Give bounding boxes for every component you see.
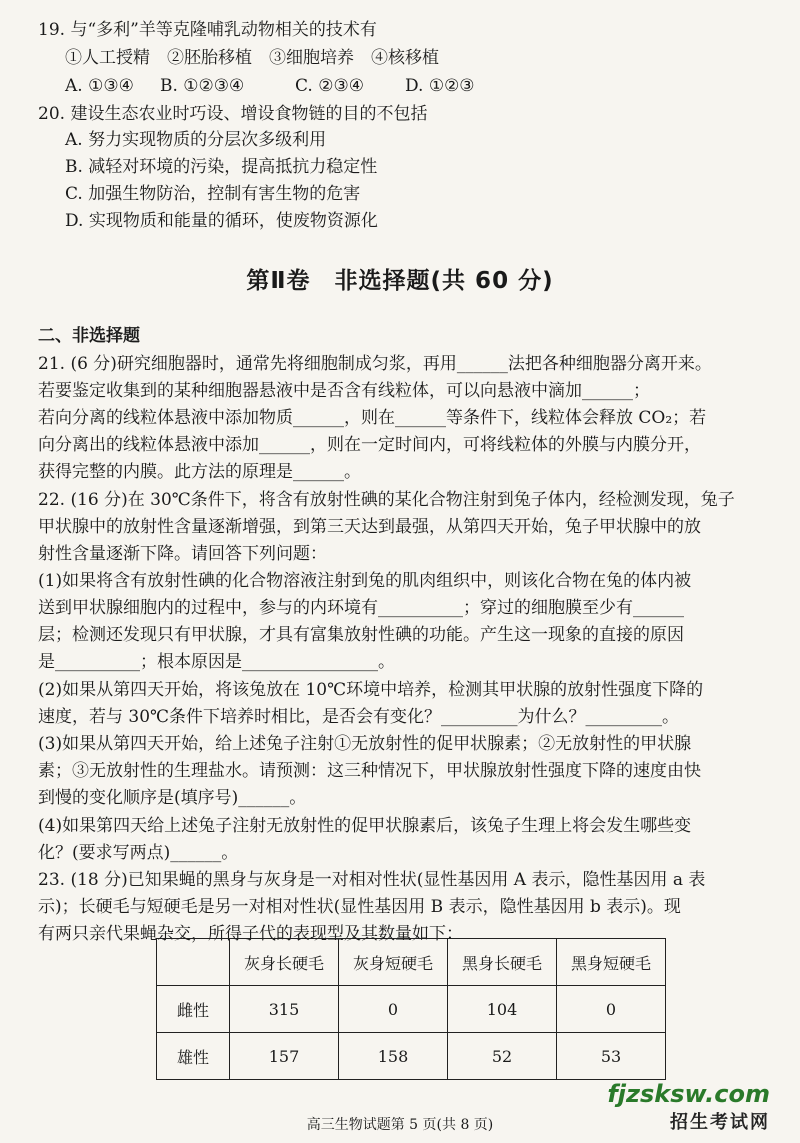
q21-line-4: 向分离出的线粒体悬液中添加______，则在一定时间内，可将线粒体的外膜与内膜分开，: [38, 435, 701, 455]
table-header-cell: 灰身长硬毛: [230, 939, 339, 986]
q22-line-2: 甲状腺中的放射性含量逐渐增强，到第三天达到最强，从第四天开始，兔子甲状腺中的放: [38, 517, 701, 537]
table-cell: 315: [230, 986, 339, 1033]
page-footer: 高三生物试题第 5 页(共 8 页): [306, 1117, 494, 1133]
table-header-cell: 黑身短硬毛: [557, 939, 666, 986]
q22-line-9: 速度，若与 30℃条件下培养时相比，是否会有变化？_________为什么？_________。: [38, 707, 680, 727]
q21-line-1: 21. (6 分)研究细胞器时，通常先将细胞制成匀浆，再用______法把各种细胞器分离开来。: [38, 354, 712, 374]
q22-line-12: 到慢的变化顺序是(填序号)______。: [38, 788, 307, 808]
q23-line-2: 示)；长硬毛与短硬毛是另一对相对性状(显性基因用 B 表示，隐性基因用 b 表示)。现: [38, 897, 681, 917]
table-cell: 104: [448, 986, 557, 1033]
q22-line-6: 层；检测还发现只有甲状腺，才具有富集放射性碘的功能。产生这一现象的直接的原因: [38, 625, 684, 645]
table-cell: 53: [557, 1033, 666, 1080]
q22-line-11: 素；③无放射性的生理盐水。请预测：这三种情况下，甲状腺放射性强度下降的速度由快: [38, 761, 701, 781]
table-header-cell: 黑身长硬毛: [448, 939, 557, 986]
q20-option-a: A. 努力实现物质的分层次多级利用: [65, 130, 327, 150]
table-cell: 雌性: [157, 986, 230, 1033]
q19-stem: 19. 与“多利”羊等克隆哺乳动物相关的技术有: [38, 20, 377, 40]
table-cell: 0: [557, 986, 666, 1033]
offspring-table: [156, 938, 666, 1080]
q20-option-b: B. 减轻对环境的污染，提高抵抗力稳定性: [65, 157, 378, 177]
q19-items: ①人工授精 ②胚胎移植 ③细胞培养 ④核移植: [65, 48, 439, 68]
q21-line-5: 获得完整的内膜。此方法的原理是______。: [38, 462, 361, 482]
q22-line-10: (3)如果从第四天开始，给上述兔子注射①无放射性的促甲状腺素；②无放射性的甲状腺: [38, 734, 692, 754]
q22-line-1: 22. (16 分)在 30℃条件下，将含有放射性碘的某化合物注射到兔子体内，经检测发现，兔子: [38, 490, 735, 510]
table-row: [157, 1033, 666, 1080]
part2-title: 第Ⅱ卷 非选择题(共 60 分): [246, 268, 554, 294]
table-header-cell: 灰身短硬毛: [339, 939, 448, 986]
q22-line-5: 送到甲状腺细胞内的过程中，参与的内环境有__________；穿过的细胞膜至少有______: [38, 598, 684, 618]
table-cell: 0: [339, 986, 448, 1033]
table-cell: 52: [448, 1033, 557, 1080]
table-row: [157, 986, 666, 1033]
q23-line-1: 23. (18 分)已知果蝇的黑身与灰身是一对相对性状(显性基因用 A 表示，隐性基因用 a 表: [38, 870, 706, 890]
q22-line-3: 射性含量逐渐下降。请回答下列问题：: [38, 544, 327, 564]
q20-option-c: C. 加强生物防治，控制有害生物的危害: [65, 184, 361, 204]
q19-options: [65, 74, 500, 98]
watermark-brand: fjzsksw.com: [607, 1080, 770, 1108]
q21-line-3: 若向分离的线粒体悬液中添加物质______，则在______等条件下，线粒体会释放 CO₂；若: [38, 408, 707, 428]
q19-option-d: D. ①②③: [405, 76, 475, 96]
q19-option-b: B. ①②③④: [160, 76, 245, 96]
q21-line-2: 若要鉴定收集到的某种细胞器悬液中是否含有线粒体，可以向悬液中滴加______；: [38, 381, 650, 401]
table-cell: 157: [230, 1033, 339, 1080]
q22-line-7: 是__________；根本原因是________________。: [38, 652, 395, 672]
table-header-cell: [157, 939, 230, 986]
q22-line-14: 化？(要求写两点)______。: [38, 843, 239, 863]
table-cell: 雄性: [157, 1033, 230, 1080]
q19-option-a: A. ①③④: [65, 76, 134, 96]
watermark-cn: 招生考试网: [670, 1112, 770, 1133]
q22-line-13: (4)如果第四天给上述兔子注射无放射性的促甲状腺素后，该兔子生理上将会发生哪些变: [38, 816, 692, 836]
section-heading: 二、非选择题: [38, 326, 140, 346]
q23-line-3: 有两只亲代果蝇杂交，所得子代的表现型及其数量如下：: [38, 924, 463, 944]
q19-option-c: C. ②③④: [295, 76, 364, 96]
q22-line-4: (1)如果将含有放射性碘的化合物溶液注射到兔的肌肉组织中，则该化合物在兔的体内被: [38, 571, 692, 591]
q22-line-8: (2)如果从第四天开始，将该兔放在 10℃环境中培养，检测其甲状腺的放射性强度下降的: [38, 680, 704, 700]
table-cell: 158: [339, 1033, 448, 1080]
q20-stem: 20. 建设生态农业时巧设、增设食物链的目的不包括: [38, 104, 428, 124]
q20-option-d: D. 实现物质和能量的循环，使废物资源化: [65, 211, 378, 231]
table-header-row: [157, 939, 666, 986]
